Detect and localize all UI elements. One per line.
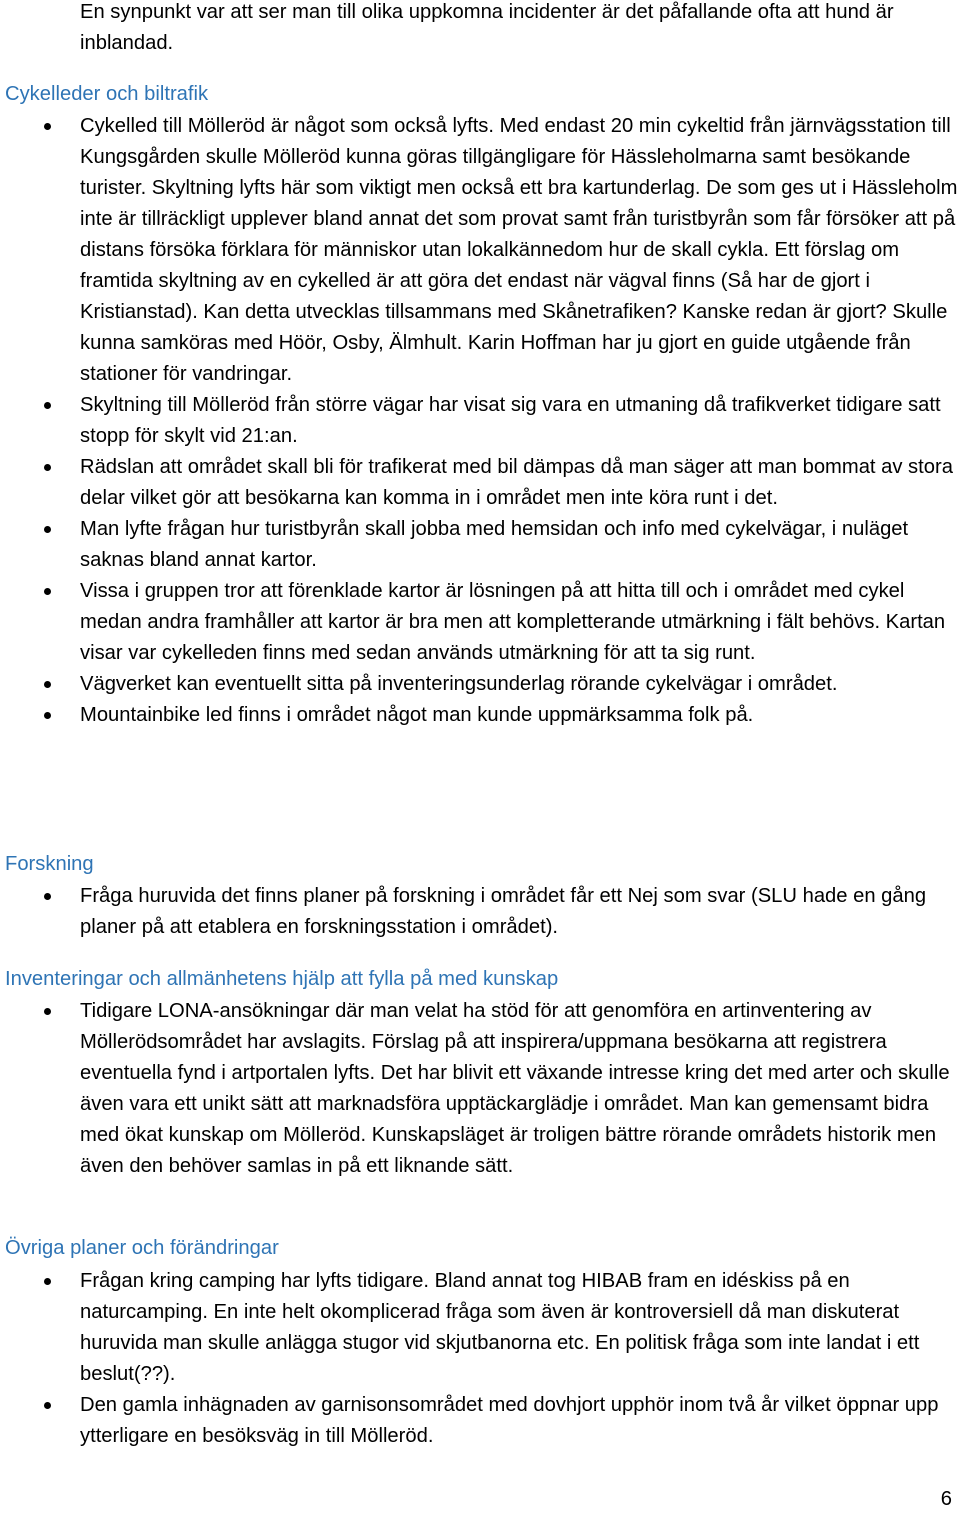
section-heading-forskning: Forskning (5, 853, 94, 875)
section-heading-ovriga-planer: Övriga planer och förändringar (5, 1237, 279, 1259)
list-item: Man lyfte frågan hur turistbyrån skall jobba med hemsidan och info med cykelvägar, i nuläget saknas bland annat kartor. (0, 514, 958, 576)
intro-paragraph: En synpunkt var att ser man till olika uppkomna incidenter är det påfallande ofta att hund är inblandad. (80, 1, 894, 54)
list-item: Den gamla inhägnaden av garnisonsområdet med dovhjort upphör inom två år vilket öppnar upp ytterligare en besöksväg in till Mölleröd. (0, 1390, 958, 1452)
list-item: Cykelled till Mölleröd är något som också lyfts. Med endast 20 min cykeltid från järnvägsstation till Kungsgården skulle Mölleröd kunna göras tillgängligare för Hässleholmarna samt besökande turister. Skyltning lyfts här som viktigt men också ett bra kartunderlag. De som ges ut i Hässleholm inte är tillräckligt upplever bland annat det som provat samt från turistbyrån som får försöker att på distans försöka förklara för människor utan lokalkännedom hur de skall cykla. Ett förslag om framtida skyltning av en cykelled är att göra det endast när vägval finns (Så har de gjort i Kristianstad). Kan detta utvecklas tillsammans med Skånetrafiken? Kanske redan är gjort? Skulle kunna samköras med Höör, Osby, Älmhult. Karin Hoffman har ju gjort en guide utgående från stationer för vandringar. (0, 111, 958, 390)
bullet-icon (44, 681, 51, 688)
list-item: Frågan kring camping har lyfts tidigare. Bland annat tog HIBAB fram en idéskiss på en naturcamping. En inte helt okomplicerad fråga som även är kontroversiell då man diskuterat huruvida man skulle anlägga stugor vid skjutbanorna etc. En politisk fråga som inte landat i ett beslut(??). (0, 1266, 958, 1390)
bullet-icon (44, 893, 51, 900)
list-item: Vägverket kan eventuellt sitta på inventeringsunderlag rörande cykelvägar i området. (0, 669, 958, 700)
bullet-icon (44, 123, 51, 130)
bullet-icon (44, 1008, 51, 1015)
list-item: Rädslan att området skall bli för trafikerat med bil dämpas då man säger att man bommat av stora delar vilket gör att besökarna kan komma in i området men inte köra runt i det. (0, 452, 958, 514)
bullet-list-inventeringar (0, 996, 958, 1182)
bullet-icon (44, 402, 51, 409)
bullet-icon (44, 464, 51, 471)
list-item: Tidigare LONA-ansökningar där man velat ha stöd för att genomföra en artinventering av Möllerödsområdet har avslagits. Förslag på att inspirera/uppmana besökarna att registrera eventuella fynd i artportalen lyfts. Det har blivit ett växande intresse kring det med arter och skulle även vara ett unikt sätt att marknadsföra upptäckarglädje i området. Man kan gemensamt bidra med ökat kunskap om Mölleröd. Kunskapsläget är troligen bättre rörande områdets historik men även den behöver samlas in på ett liknande sätt. (0, 996, 958, 1182)
list-item: Mountainbike led finns i området något man kunde uppmärksamma folk på. (0, 700, 958, 731)
list-item: Vissa i gruppen tror att förenklade kartor är lösningen på att hitta till och i området med cykel medan andra framhåller att kartor är bra men att kompletterande utmärkning i fält behövs. Kartan visar var cykelleden finns med sedan används utmärkning för att ta sig runt. (0, 576, 958, 669)
bullet-icon (44, 712, 51, 719)
list-item: Skyltning till Mölleröd från större vägar har visat sig vara en utmaning då trafikverket tidigare satt stopp för skylt vid 21:an. (0, 390, 958, 452)
list-item: Fråga huruvida det finns planer på forskning i området får ett Nej som svar (SLU hade en gång planer på att etablera en forskningsstation i området). (0, 881, 958, 943)
bullet-list-cykelleder (0, 111, 958, 731)
section-heading-inventeringar: Inventeringar och allmänhetens hjälp att fylla på med kunskap (5, 968, 559, 990)
bullet-icon (44, 588, 51, 595)
bullet-icon (44, 1278, 51, 1285)
bullet-icon (44, 1402, 51, 1409)
bullet-icon (44, 526, 51, 533)
section-heading-cykelleder: Cykelleder och biltrafik (5, 83, 209, 105)
page-number: 6 (940, 1488, 952, 1510)
bullet-list-ovriga-planer (0, 1266, 958, 1452)
bullet-list-forskning (0, 881, 958, 943)
